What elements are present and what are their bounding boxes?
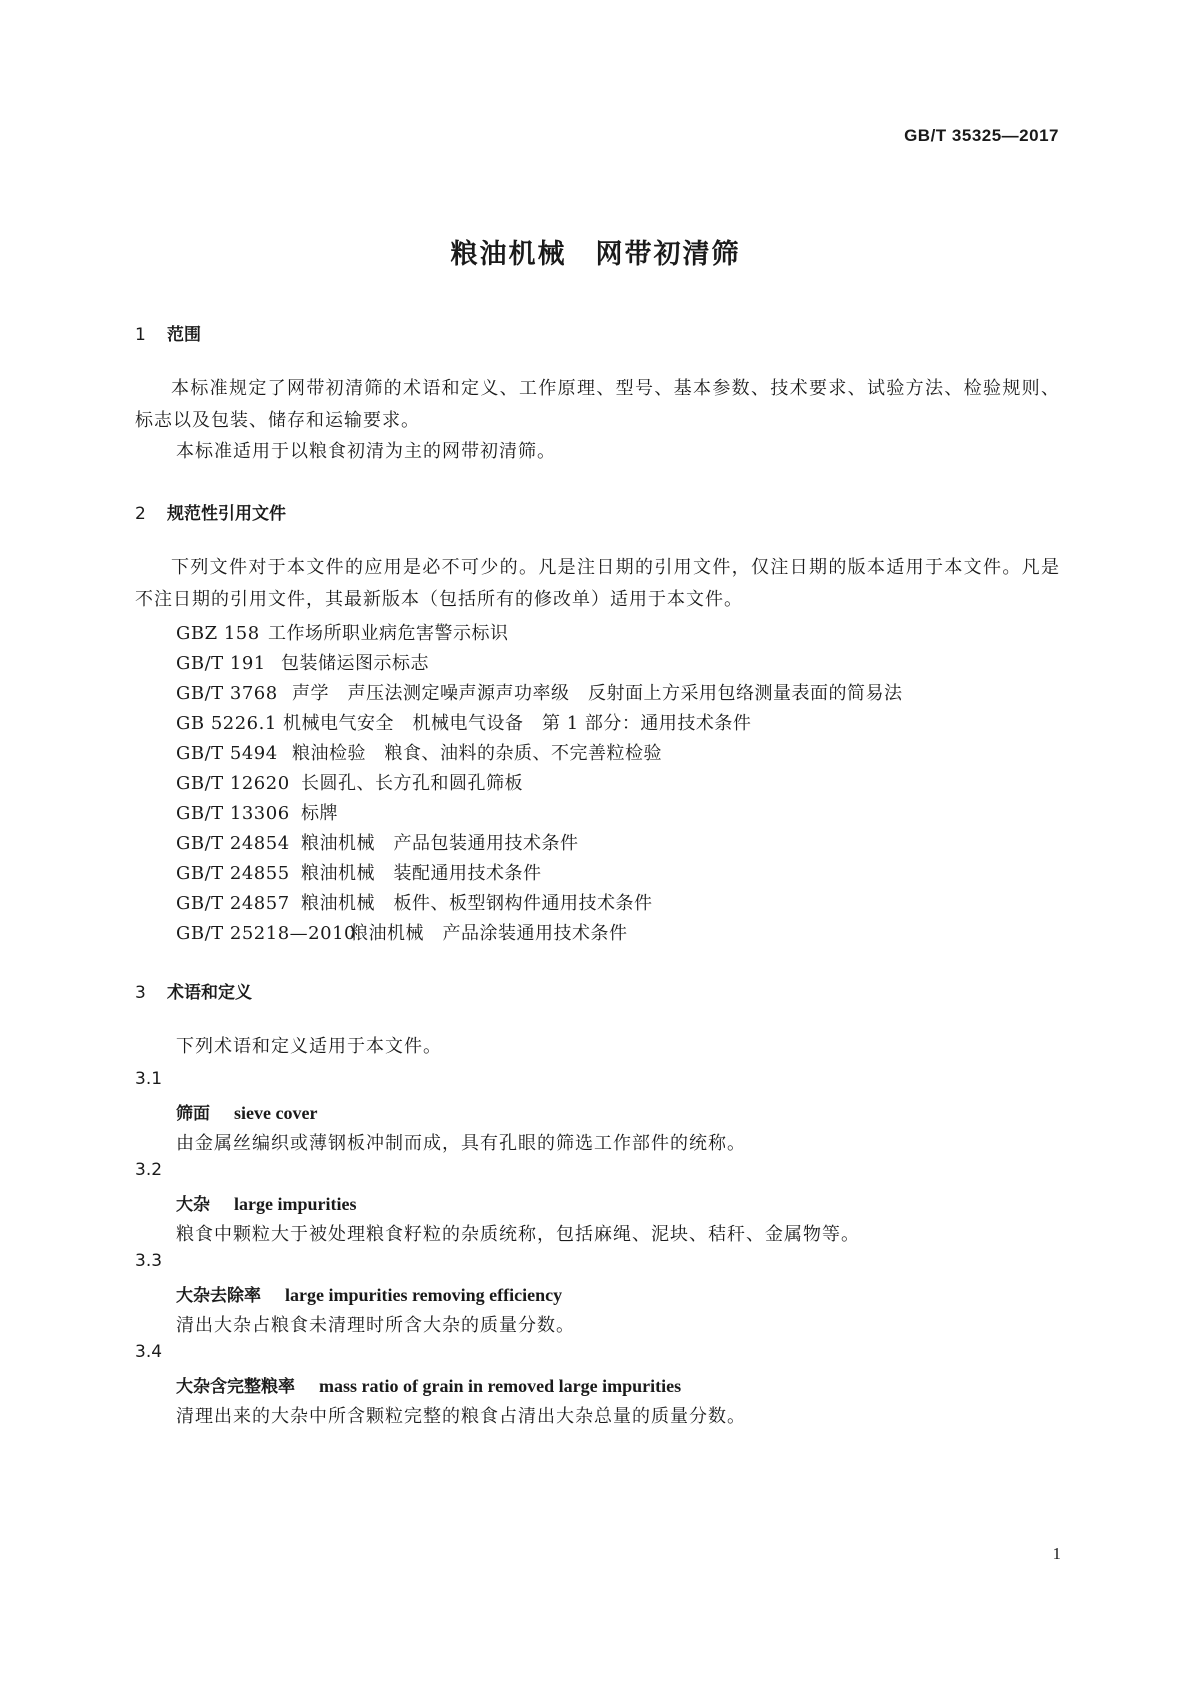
reference-title: 包装储运图示标志 bbox=[281, 653, 429, 674]
reference-code: GB/T 13306 bbox=[176, 803, 290, 824]
terms-intro-paragraph: 下列术语和定义适用于本文件。 bbox=[176, 1036, 442, 1057]
term-entry bbox=[176, 1372, 681, 1397]
clause-number: 3.2 bbox=[135, 1160, 163, 1180]
term-definition: 粮食中颗粒大于被处理粮食籽粒的杂质统称，包括麻绳、泥块、秸秆、金属物等。 bbox=[176, 1224, 860, 1245]
reference-title: 粮油机械 产品涂装通用技术条件 bbox=[350, 923, 628, 944]
term-chinese: 大杂去除率 bbox=[176, 1286, 261, 1306]
section-number: 2 bbox=[135, 504, 146, 524]
reference-title: 粮油机械 装配通用技术条件 bbox=[301, 863, 542, 884]
term-english: large impurities bbox=[234, 1194, 357, 1214]
section-heading-normative-references bbox=[135, 499, 286, 524]
term-entry bbox=[176, 1099, 317, 1124]
reference-code: GB/T 12620 bbox=[176, 773, 290, 794]
reference-item bbox=[176, 889, 653, 915]
reference-title: 工作场所职业病危害警示标识 bbox=[268, 623, 509, 644]
reference-code: GB/T 5494 bbox=[176, 743, 278, 764]
reference-item bbox=[176, 859, 542, 885]
document-title: 粮油机械 网带初清筛 bbox=[450, 239, 741, 270]
scope-paragraph-1: 本标准规定了网带初清筛的术语和定义、工作原理、型号、基本参数、技术要求、试验方法、检验规则、标志以及包装、储存和运输要求。 bbox=[135, 378, 1060, 431]
reference-code: GB/T 24857 bbox=[176, 893, 290, 914]
reference-code: GB 5226.1 bbox=[176, 713, 277, 734]
reference-code: GB/T 24854 bbox=[176, 833, 290, 854]
section-number: 1 bbox=[135, 325, 146, 345]
reference-title: 机械电气安全 机械电气设备 第 1 部分：通用技术条件 bbox=[283, 713, 752, 734]
reference-item bbox=[176, 739, 662, 765]
clause-number: 3.1 bbox=[135, 1069, 163, 1089]
references-paragraph: 下列文件对于本文件的应用是必不可少的。凡是注日期的引用文件，仅注日期的版本适用于本文件。凡是不注日期的引用文件，其最新版本（包括所有的修改单）适用于本文件。 bbox=[135, 557, 1060, 610]
term-english: mass ratio of grain in removed large impurities bbox=[319, 1376, 682, 1396]
reference-code: GB/T 24855 bbox=[176, 863, 290, 884]
reference-item bbox=[176, 679, 903, 705]
term-definition: 由金属丝编织或薄钢板冲制而成，具有孔眼的筛选工作部件的统称。 bbox=[176, 1133, 746, 1154]
term-english: sieve cover bbox=[234, 1103, 318, 1123]
reference-item bbox=[176, 709, 751, 735]
clause-number: 3.4 bbox=[135, 1342, 163, 1362]
reference-code: GB/T 191 bbox=[176, 653, 266, 674]
reference-title: 长圆孔、长方孔和圆孔筛板 bbox=[301, 773, 523, 794]
term-definition: 清出大杂占粮食未清理时所含大杂的质量分数。 bbox=[176, 1315, 575, 1336]
term-english: large impurities removing efficiency bbox=[285, 1285, 563, 1305]
page-number: 1 bbox=[1052, 1544, 1061, 1563]
standard-code: GB/T 35325—2017 bbox=[904, 126, 1059, 145]
section-heading-scope bbox=[135, 320, 201, 345]
term-chinese: 大杂含完整粮率 bbox=[176, 1377, 295, 1397]
reference-item bbox=[176, 829, 579, 855]
reference-item bbox=[176, 619, 509, 645]
reference-item bbox=[176, 649, 429, 675]
section-heading-terms-and-definitions bbox=[135, 978, 252, 1003]
reference-title: 声学 声压法测定噪声源声功率级 反射面上方采用包络测量表面的简易法 bbox=[292, 683, 903, 704]
term-entry bbox=[176, 1190, 356, 1215]
term-chinese: 大杂 bbox=[176, 1195, 210, 1215]
term-chinese: 筛面 bbox=[176, 1104, 210, 1124]
reference-title: 粮油机械 板件、板型钢构件通用技术条件 bbox=[301, 893, 653, 914]
reference-code: GB/T 3768 bbox=[176, 683, 278, 704]
reference-title: 粮油机械 产品包装通用技术条件 bbox=[301, 833, 579, 854]
reference-title: 标牌 bbox=[301, 803, 338, 824]
section-title: 范围 bbox=[167, 325, 201, 345]
reference-item bbox=[176, 769, 523, 795]
section-number: 3 bbox=[135, 983, 146, 1003]
scope-paragraph-2: 本标准适用于以粮食初清为主的网带初清筛。 bbox=[176, 441, 556, 462]
reference-code: GB/T 25218—2010 bbox=[176, 923, 356, 944]
section-title: 术语和定义 bbox=[167, 983, 252, 1003]
reference-item bbox=[176, 919, 628, 945]
reference-item bbox=[176, 799, 338, 825]
section-title: 规范性引用文件 bbox=[167, 504, 286, 524]
clause-number: 3.3 bbox=[135, 1251, 163, 1271]
reference-code: GBZ 158 bbox=[176, 623, 260, 644]
term-definition: 清理出来的大杂中所含颗粒完整的粮食占清出大杂总量的质量分数。 bbox=[176, 1406, 746, 1427]
term-entry bbox=[176, 1281, 562, 1306]
reference-title: 粮油检验 粮食、油料的杂质、不完善粒检验 bbox=[292, 743, 662, 764]
